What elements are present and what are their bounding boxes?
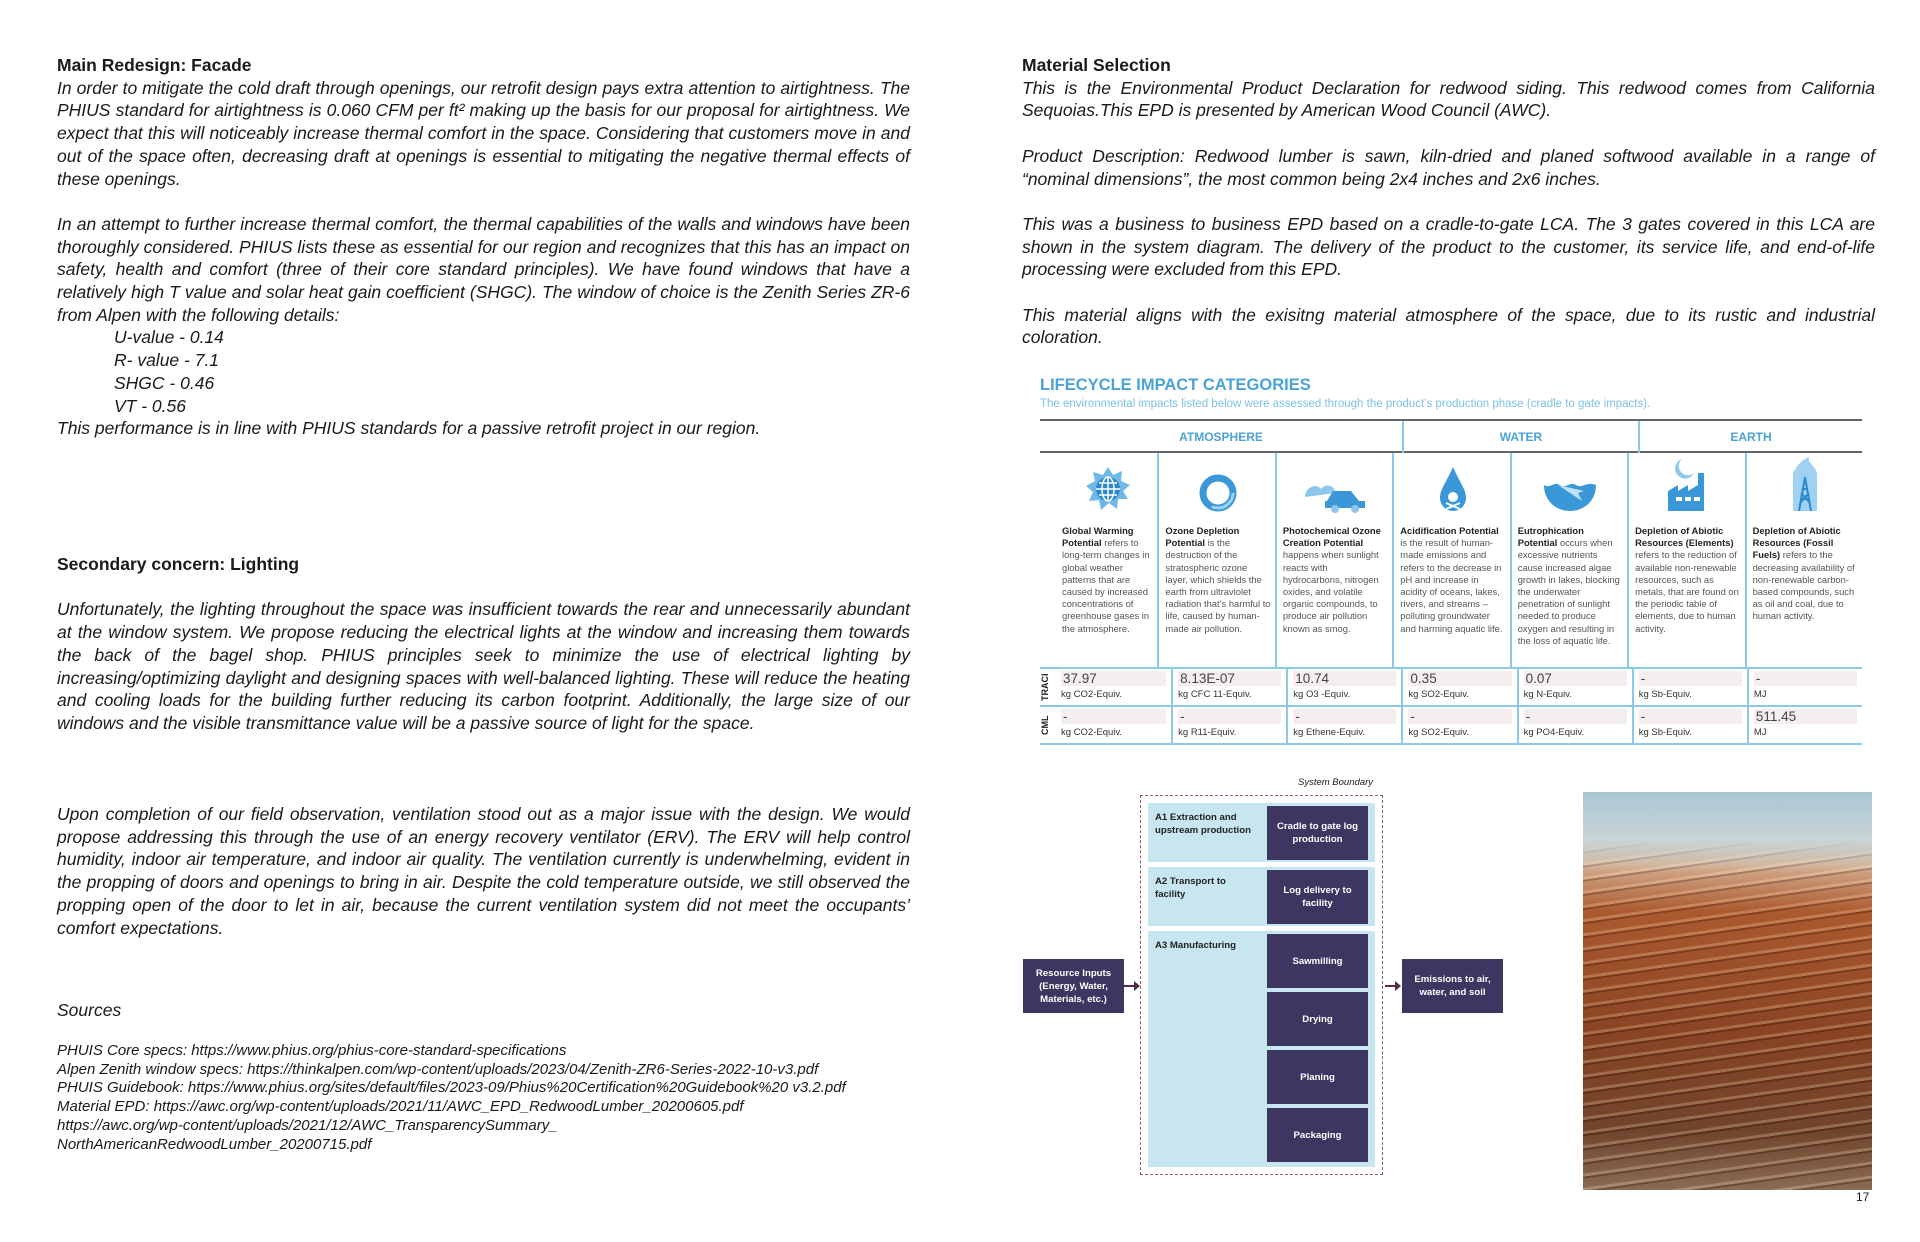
facade-paragraph-2: In an attempt to further increase thermal comfort, the thermal capabilities of the walls and windows have been thoroughly considered. PHIUS lists these as essential for our region and recognizes that this has an impact on safety, health and comfort (three of their core standard principles). We have found windows that have a relatively high T value and solar heat gain coefficient (SHGC). The window of choice is the Zenith Series ZR-6 from Alpen with the following details: [57,213,910,325]
impact-value: - [1178,709,1281,724]
source-link[interactable]: https://awc.org/wp-content/uploads/2021/12/AWC_TransparencySummary_ NorthAmericanRedwoodLumber_20200715.pdf [57,1116,558,1153]
lifecycle-impact-table [1040,376,1862,745]
car-smog-icon [1283,453,1388,513]
row-label: TRACI [1040,673,1050,701]
category-name: Depletion of Abiotic Resources (Elements) [1635,525,1734,549]
group-atmosphere: ATMOSPHERE [1179,430,1263,444]
resource-inputs-box: Resource Inputs (Energy, Water, Materials, etc.) [1023,959,1124,1013]
a1-label: A1 Extraction and upstream production [1155,812,1251,836]
impact-category [1627,453,1744,667]
a3-box: Drying [1267,992,1368,1046]
impact-unit: kg O3 -Equiv. [1293,689,1351,700]
facade-title: Main Redesign: Facade [57,55,252,75]
category-name: Ozone Depletion Potential [1165,525,1240,549]
traci-value-cell [1632,669,1747,705]
impact-value: - [1061,709,1166,724]
cml-value-cell [1747,707,1862,743]
source-link[interactable]: PHUIS Core specs: https://www.phius.org/phius-core-standard-specifications [57,1041,567,1059]
impact-value: 0.07 [1524,671,1627,686]
emissions-box: Emissions to air, water, and soil [1402,959,1503,1013]
ozone-ring-icon [1165,453,1270,513]
lca-subtitle: The environmental impacts listed below were assessed through the product’s production phase (cradle to gate impacts). [1040,398,1651,410]
lca-descriptions [1040,453,1862,667]
material-title: Material Selection [1022,55,1171,75]
source-link[interactable]: Material EPD: https://awc.org/wp-content/uploads/2021/11/AWC_EPD_RedwoodLumber_20200605.pdf [57,1098,744,1116]
impact-value: 0.35 [1408,671,1511,686]
category-description: is the destruction of the stratospheric ozone layer, which shields the earth from ultraviolet radiation that’s harmful to life, caused by human-made air pollution. [1165,537,1271,634]
facade-paragraph-3: This performance is in line with PHIUS standards for a passive retrofit project in our region. [57,418,761,439]
window-spec: VT - 0.56 [114,395,186,416]
impact-unit: kg Sb-Equiv. [1638,689,1692,700]
facade-paragraph-1: In order to mitigate the cold draft through openings, our retrofit design pays extra attention to airtightness. The PHIUS standard for airtightness is 0.060 CFM per ft² making up the basis for our proposal for airtightness. We expect that this will noticeably increase thermal comfort in the space. Considering that customers move in and out of the space often, decreasing draft at openings is essential to mitigating the negative thermal effects of these openings. [57,77,910,189]
source-link[interactable]: Alpen Zenith window specs: https://thinkalpen.com/wp-content/uploads/2023/04/Zenith-ZR6-Series-2022-10-v3.pdf [57,1060,819,1078]
group-earth: EARTH [1638,421,1862,453]
lighting-section [57,553,910,735]
lca-title: LIFECYCLE IMPACT CATEGORIES [1040,376,1311,394]
a2-box: Log delivery to facility [1267,870,1368,924]
category-name: Photochemical Ozone Creation Potential [1282,525,1381,549]
cml-value-cell [1286,707,1401,743]
traci-row [1040,667,1862,705]
impact-unit: MJ [1753,689,1767,700]
category-description: happens when sunlight reacts with hydrocarbons, nitrogen oxides, and volatile organic compounds, to produce air pollution known as smog. [1282,549,1379,634]
group-water: WATER [1402,421,1638,453]
traci-value-cell [1056,669,1171,705]
impact-value: 511.45 [1754,709,1857,724]
impact-value: - [1639,709,1742,724]
impact-value: - [1408,709,1511,724]
a3-box: Planing [1267,1050,1368,1104]
cml-value-cell [1517,707,1632,743]
facade-section [57,54,910,440]
cml-value-cell [1056,707,1171,743]
impact-unit: kg Sb-Equiv. [1638,727,1692,738]
category-description: refers to the decreasing availability of non-renewable carbon-based compounds, such as oil and coal, due to human activity. [1752,549,1855,622]
globe-icon [1062,453,1153,513]
category-name: Global Warming Potential [1062,525,1134,549]
impact-category [1157,453,1274,667]
ventilation-paragraph: Upon completion of our field observation, ventilation stood out as a major issue with the design. We would propose addressing this through the use of an energy recovery ventilator (ERV). The ERV will help control humidity, indoor air temperature, and indoor air quality. The ventilation currently is underwhelming, evident in the propping of doors and openings to bring in air. Despite the cold temperature outside, we still observed the propping open of the door to let in air, because the current ventilation system did not meet the occupants’ comfort expectations. [57,804,910,938]
cml-row [1040,705,1862,743]
system-boundary-diagram [1022,775,1512,1185]
impact-unit: kg CFC 11-Equiv. [1178,689,1252,700]
impact-category [1392,453,1509,667]
impact-value: - [1524,709,1627,724]
window-spec: R- value - 7.1 [114,350,220,371]
impact-value: 37.97 [1061,671,1166,686]
lighting-title: Secondary concern: Lighting [57,554,300,574]
traci-value-cell [1517,669,1632,705]
a3-box: Packaging [1267,1108,1368,1162]
a3-label: A3 Manufacturing [1155,940,1237,951]
cml-value-cell [1632,707,1747,743]
impact-unit: kg CO2-Equiv. [1061,727,1123,738]
factory-icon [1635,453,1740,513]
impact-unit: kg R11-Equiv. [1178,727,1237,738]
lighting-paragraph: Unfortunately, the lighting throughout the space was insufficient towards the rear and unnecessarily abundant at the window system. We propose reducing the electrical lights at the window and increasing them towards the back of the bagel shop. PHIUS principles seek to minimize the use of electrical lighting by increasing/optimizing daylight and designing spaces with well-balanced lighting. These will reduce the heating and cooling loads for the building further reducing its carbon footprint. Additionally, the large size of our windows and the visible transmittance value will be a passive source of light for the space. [57,599,910,733]
fish-water-icon [1518,453,1623,513]
lca-groups [1040,419,1862,453]
impact-value: - [1754,671,1857,686]
cml-value-cell [1401,707,1516,743]
category-name: Eutrophication Potential [1517,525,1584,549]
category-description: occurs when excessive nutrients cause increased algae growth in lakes, blocking the underwater penetration of sunlight needed to produce oxygen and resulting in the loss of aquatic life. [1517,537,1620,646]
impact-category [1745,453,1862,667]
impact-value: 10.74 [1293,671,1396,686]
impact-unit: kg Ethene-Equiv. [1293,727,1365,738]
source-link[interactable]: PHUIS Guidebook: https://www.phius.org/sites/default/files/2023-09/Phius%20Certification%20Guidebook%20 v3.2.pdf [57,1079,846,1097]
impact-value: 8.13E-07 [1178,671,1281,686]
impact-unit: kg CO2-Equiv. [1061,689,1123,700]
window-spec: SHGC - 0.46 [114,372,215,393]
impact-unit: MJ [1753,727,1767,738]
sources-section [57,999,910,1154]
sources-title: Sources [57,1000,122,1020]
cml-value-cell [1171,707,1286,743]
impact-unit: kg PO4-Equiv. [1523,727,1585,738]
category-description: refers to the reduction of available non-renewable resources, such as metals, that are found on the periodic table of elements, due to human activity. [1635,549,1739,634]
a3-box: Sawmilling [1267,934,1368,988]
impact-category [1275,453,1392,667]
a2-label: A2 Transport to facility [1155,876,1226,900]
material-paragraph-1: This is the Environmental Product Declaration for redwood siding. This redwood comes from California Sequoias.This EPD is presented by American Wood Council (AWC). [1022,77,1875,121]
material-section [1022,54,1875,349]
category-name: Acidification Potential [1400,525,1499,536]
page-number: 17 [1856,1190,1870,1204]
traci-value-cell [1171,669,1286,705]
material-paragraph-3: This was a business to business EPD based on a cradle-to-gate LCA. The 3 gates covered in this LCA are shown in the system diagram. The delivery of the product to the customer, its service life, and end-of-life processing were excluded from this EPD. [1022,213,1875,280]
material-paragraph-2: Product Description: Redwood lumber is sawn, kiln-dried and planed softwood available in a range of “nominal dimensions”, the most common being 2x4 inches and 2x6 inches. [1022,145,1875,189]
material-paragraph-4: This material aligns with the exisitng material atmosphere of the space, due to its rustic and industrial coloration. [1022,304,1875,348]
boundary-label: System Boundary [1298,777,1373,788]
oil-derrick-icon [1753,453,1858,513]
impact-unit: kg SO2-Equiv. [1408,689,1469,700]
impact-category [1040,453,1157,667]
category-description: is the result of human-made emissions and refers to the decrease in pH and increase in acidity of oceans, lakes, rivers, and streams – polluting groundwater and harming aquatic life. [1400,537,1503,634]
traci-value-cell [1401,669,1516,705]
impact-value: - [1293,709,1396,724]
impact-unit: kg N-Equiv. [1523,689,1572,700]
toxic-drop-icon [1400,453,1505,513]
ventilation-section [57,803,910,939]
category-name: Depletion of Abiotic Resources (Fossil Fuels) [1752,525,1841,561]
window-spec: U-value - 0.14 [114,327,224,348]
traci-value-cell [1747,669,1862,705]
traci-value-cell [1286,669,1401,705]
impact-category [1510,453,1627,667]
row-label: CML [1040,715,1050,735]
redwood-lumber-photo [1583,792,1872,1190]
impact-unit: kg SO2-Equiv. [1408,727,1469,738]
category-description: refers to long-term changes in global weather patterns that are caused by increased concentrations of greenhouse gases in the atmosphere. [1062,537,1150,634]
impact-value: - [1639,671,1742,686]
a1-box: Cradle to gate log production [1267,806,1368,860]
